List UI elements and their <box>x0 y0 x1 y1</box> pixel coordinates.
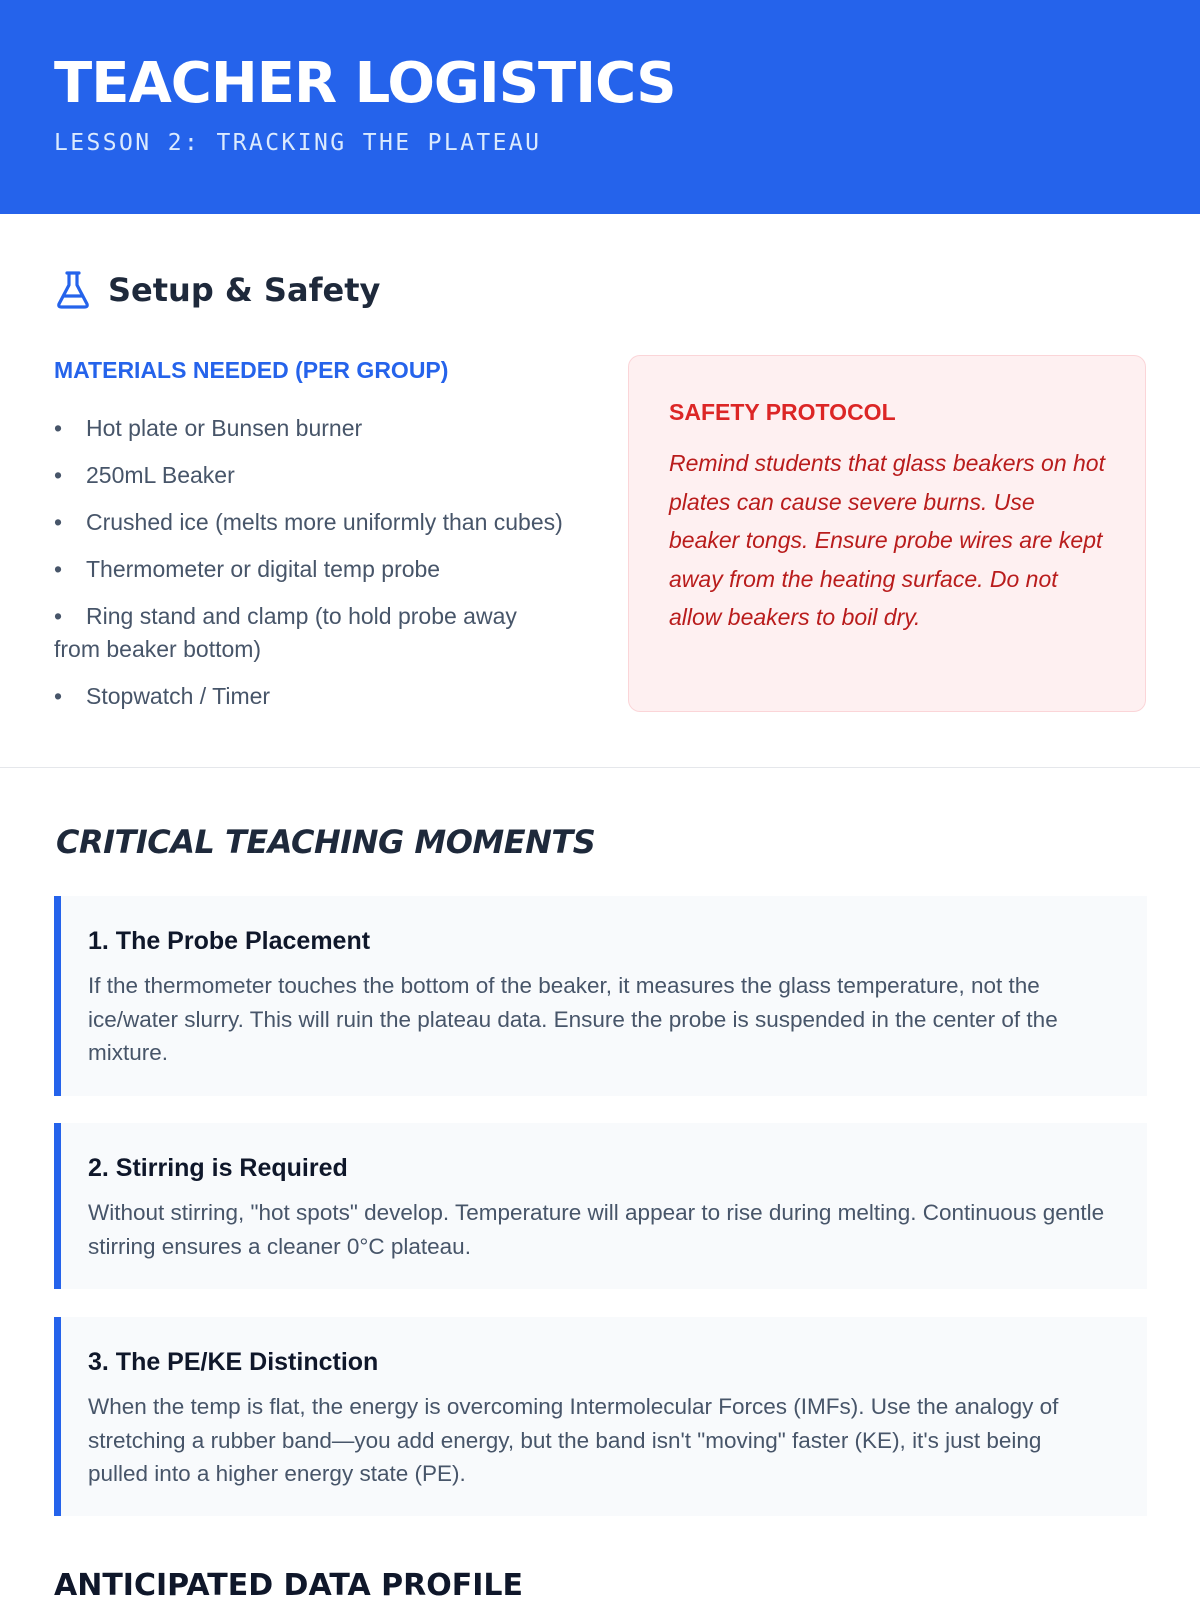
list-item <box>54 459 594 492</box>
list-item-text: Ring stand and clamp (to hold probe away from beaker bottom) <box>54 603 517 662</box>
list-item-text: 250mL Beaker <box>86 462 235 488</box>
moment-card-pe-ke <box>54 1317 1147 1516</box>
bullet-icon: • <box>54 462 63 488</box>
list-item-text: Stopwatch / Timer <box>86 683 271 709</box>
moment-text: When the temp is flat, the energy is overcoming Intermolecular Forces (IMFs). Use the analogy of stretching a rubber band—you add energy, but the band isn't "moving" faster (KE), it's just being pulled into a higher energy state (PE). <box>88 1394 1059 1486</box>
list-item <box>54 600 594 666</box>
list-item <box>54 412 594 445</box>
moment-title: 3. The PE/KE Distinction <box>88 1348 379 1376</box>
safety-title: SAFETY PROTOCOL <box>669 399 896 425</box>
moment-card-probe-placement <box>54 896 1147 1096</box>
critical-moments-title: CRITICAL TEACHING MOMENTS <box>56 823 596 861</box>
flask-icon <box>54 270 92 310</box>
data-profile-title: ANTICIPATED DATA PROFILE <box>54 1568 523 1600</box>
list-item-text: Thermometer or digital temp probe <box>86 556 441 582</box>
section-divider <box>0 767 1200 768</box>
list-item-text: Hot plate or Bunsen burner <box>86 415 363 441</box>
list-item <box>54 680 594 713</box>
bullet-icon: • <box>54 509 63 535</box>
moment-card-stirring <box>54 1123 1147 1289</box>
section-title: Setup & Safety <box>108 271 381 309</box>
moment-text: Without stirring, "hot spots" develop. Temperature will appear to rise during melting. Continuous gentle stirring ensures a cleaner 0°C plateau. <box>88 1200 1105 1259</box>
materials-heading: MATERIALS NEEDED (PER GROUP) <box>54 357 449 383</box>
page-title: TEACHER LOGISTICS <box>54 51 676 116</box>
bullet-icon: • <box>54 556 63 582</box>
bullet-icon: • <box>54 603 63 629</box>
bullet-icon: • <box>54 415 63 441</box>
list-item-text: Crushed ice (melts more uniformly than cubes) <box>86 509 563 535</box>
moment-text: If the thermometer touches the bottom of the beaker, it measures the glass temperature, not the ice/water slurry. This will ruin the plateau data. Ensure the probe is suspended in the center of the mixture. <box>88 973 1058 1065</box>
safety-callout <box>628 355 1146 712</box>
materials-list <box>54 412 594 727</box>
bullet-icon: • <box>54 683 63 709</box>
moment-title: 2. Stirring is Required <box>88 1154 348 1182</box>
safety-text: Remind students that glass beakers on hot plates can cause severe burns. Use beaker tongs. Ensure probe wires are kept away from the heating surface. Do not allow beakers to boil dry. <box>669 450 1105 630</box>
moment-title: 1. The Probe Placement <box>88 927 371 955</box>
list-item <box>54 506 594 539</box>
page-subtitle: LESSON 2: TRACKING THE PLATEAU <box>54 130 542 156</box>
page-header <box>0 0 1200 214</box>
setup-heading <box>54 268 380 312</box>
list-item <box>54 553 594 586</box>
